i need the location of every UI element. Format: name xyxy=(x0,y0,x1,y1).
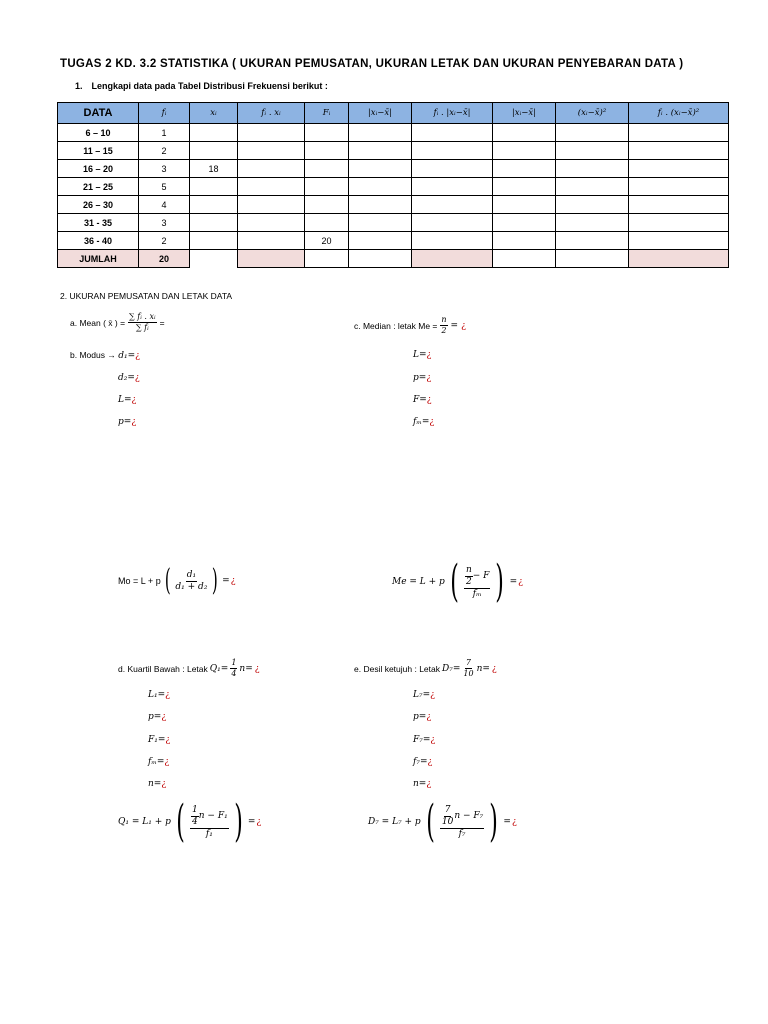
modus-d1-answer[interactable]: ¿ xyxy=(135,351,140,361)
table-row xyxy=(58,160,729,178)
kuartil-formula-num-rest: n − F₁ xyxy=(198,810,228,821)
kuartil-formula-lhs: Q₁ = L₁ + p xyxy=(118,817,171,827)
kuartil-frac-num: 1 xyxy=(231,658,237,667)
modus-label: b. Modus → xyxy=(70,350,116,360)
kuartil-formula-full: Q₁ = L₁ + p ( $\frac{1}{4}$ n − F₁ f₁ ) = ¿ xyxy=(118,796,262,847)
desil-formula-frac xyxy=(440,806,484,839)
desil-final-answer[interactable]: ¿ xyxy=(511,817,517,827)
table-cell[interactable] xyxy=(190,142,238,160)
table-cell[interactable] xyxy=(556,124,629,142)
table-cell[interactable] xyxy=(556,214,629,232)
table-row xyxy=(58,232,729,250)
kuartil-p-line xyxy=(148,712,166,722)
kuartil-p: p= xyxy=(148,712,162,722)
desil-formula-full: D₇ = L₇ + p ( $\frac{7}{10}$ n − F₇ f₇ ) = ¿ xyxy=(368,796,517,847)
table-cell[interactable] xyxy=(493,124,556,142)
table-cell[interactable] xyxy=(238,214,305,232)
median-fm: fₘ= xyxy=(413,417,430,427)
table-cell[interactable] xyxy=(238,178,305,196)
kuartil-n-eq: n= xyxy=(239,663,253,674)
table-cell[interactable] xyxy=(349,160,412,178)
desil-n-eq: n= xyxy=(476,663,490,674)
table-cell[interactable] xyxy=(412,196,493,214)
header-abs-dev-2: |xᵢ−x̄| xyxy=(493,103,556,124)
modus-d1: d₁= xyxy=(118,351,136,361)
table-cell xyxy=(305,250,349,268)
instruction-number: 1. xyxy=(75,81,83,91)
instruction-text: Lengkapi data pada Tabel Distribusi Frekuensi berikut : xyxy=(91,81,328,91)
table-cell[interactable] xyxy=(349,142,412,160)
median-inner-num: n xyxy=(465,564,472,575)
kuartil-frac-den: 4 xyxy=(231,669,237,678)
modus-formula-lhs: Mo = L + p xyxy=(118,576,161,586)
table-cell-class: 26 – 30 xyxy=(58,196,139,214)
desil-f7-answer[interactable]: ¿ xyxy=(427,757,433,767)
table-cell[interactable] xyxy=(493,232,556,250)
median-p: p= xyxy=(413,373,427,383)
table-cell[interactable] xyxy=(629,142,729,160)
table-cell xyxy=(493,250,556,268)
table-cell[interactable] xyxy=(493,142,556,160)
desil-p-answer[interactable]: ¿ xyxy=(426,712,432,722)
header-xi: xᵢ xyxy=(190,103,238,124)
total-fi-sq-dev[interactable] xyxy=(629,250,729,268)
kuartil-formula-frac xyxy=(190,806,229,839)
modus-p-answer[interactable]: ¿ xyxy=(131,417,137,427)
table-cell[interactable] xyxy=(349,124,412,142)
median-p-line xyxy=(413,373,431,383)
kuartil-F1: F₁= xyxy=(148,735,166,745)
total-f[interactable]: 20 xyxy=(139,250,190,268)
modus-answer[interactable]: ¿ xyxy=(230,576,236,586)
kuartil-n: n= xyxy=(148,779,162,789)
kuartil-formula-den: f₁ xyxy=(205,828,213,839)
header-abs-dev: |xᵢ−x̄| xyxy=(349,103,412,124)
table-cell[interactable] xyxy=(238,160,305,178)
kuartil-q: Q₁= xyxy=(209,663,229,674)
modus-formula-num: d₁ xyxy=(186,569,197,580)
table-cell[interactable] xyxy=(305,160,349,178)
header-fi: fᵢ xyxy=(139,103,190,124)
desil-n: n= xyxy=(413,779,427,789)
table-cell[interactable] xyxy=(556,178,629,196)
median-p-answer[interactable]: ¿ xyxy=(426,373,432,383)
section-2-heading: 2. UKURAN PEMUSATAN DAN LETAK DATA xyxy=(60,291,233,301)
table-cell[interactable] xyxy=(305,178,349,196)
kuartil-inner-num: 1 xyxy=(192,804,198,815)
modus-formula-frac xyxy=(174,571,208,592)
header-sq-dev: (xᵢ−x̄)² xyxy=(556,103,629,124)
kuartil-formula xyxy=(118,659,260,678)
mean-label: a. Mean ( x̄ ) = xyxy=(70,317,126,328)
median-fm-line xyxy=(413,417,434,427)
desil-n-answer[interactable]: ¿ xyxy=(426,779,432,789)
table-cell[interactable] xyxy=(305,214,349,232)
kuartil-n-answer[interactable]: ¿ xyxy=(161,779,167,789)
desil-formula-den: f₇ xyxy=(458,828,466,839)
table-cell[interactable] xyxy=(349,232,412,250)
desil-letak-answer[interactable]: ¿ xyxy=(491,663,497,674)
modus-d2: d₂= xyxy=(118,373,135,383)
table-cell[interactable] xyxy=(493,160,556,178)
median-answer[interactable]: ¿ xyxy=(461,320,466,331)
table-row xyxy=(58,214,729,232)
table-cell[interactable] xyxy=(190,214,238,232)
modus-L: L= xyxy=(118,395,132,405)
total-fi-xi[interactable] xyxy=(238,250,305,268)
median-L: L= xyxy=(413,350,427,360)
desil-n-line xyxy=(413,779,431,789)
document-title: TUGAS 2 KD. 3.2 STATISTIKA ( UKURAN PEMUSATAN, UKURAN LETAK DAN UKURAN PENYEBARAN DATA ) xyxy=(60,58,684,70)
table-cell[interactable] xyxy=(412,124,493,142)
median-frac-num: n xyxy=(441,315,447,324)
table-cell[interactable] xyxy=(190,196,238,214)
median-frac-den: 2 xyxy=(441,326,447,335)
table-cell[interactable]: 3 xyxy=(139,160,190,178)
total-label: JUMLAH xyxy=(58,250,139,268)
table-cell xyxy=(190,250,238,268)
kuartil-fm-line xyxy=(148,757,169,767)
table-cell[interactable] xyxy=(629,124,729,142)
mean-equals: = xyxy=(159,317,165,328)
median-F: F= xyxy=(413,395,427,405)
median-F-line xyxy=(413,395,432,405)
table-cell[interactable] xyxy=(629,214,729,232)
median-formula-lhs: Me = L + p xyxy=(392,577,445,587)
table-header-row xyxy=(58,103,729,124)
kuartil-inner-den: 4 xyxy=(192,816,198,827)
table-cell[interactable] xyxy=(349,178,412,196)
table-cell[interactable] xyxy=(190,232,238,250)
total-fi-abs-dev[interactable] xyxy=(412,250,493,268)
desil-L7-line xyxy=(413,690,435,700)
table-cell[interactable] xyxy=(412,142,493,160)
table-cell[interactable]: 2 xyxy=(139,142,190,160)
table-row xyxy=(58,178,729,196)
table-cell[interactable]: 4 xyxy=(139,196,190,214)
header-fi-sq-dev: fᵢ . (xᵢ−x̄)² xyxy=(629,103,729,124)
mean-denominator: ∑ fᵢ xyxy=(135,323,149,332)
modus-line xyxy=(70,350,140,361)
table-cell[interactable]: 5 xyxy=(139,178,190,196)
table-cell xyxy=(349,250,412,268)
modus-formula-den: d₁ + d₂ xyxy=(175,581,208,592)
header-Fi: Fᵢ xyxy=(305,103,349,124)
kuartil-fm-answer[interactable]: ¿ xyxy=(164,757,170,767)
table-cell[interactable] xyxy=(629,232,729,250)
kuartil-L1-line xyxy=(148,690,170,700)
table-cell[interactable] xyxy=(305,142,349,160)
table-cell[interactable] xyxy=(629,178,729,196)
kuartil-label: d. Kuartil Bawah : Letak xyxy=(118,663,208,674)
table-cell[interactable] xyxy=(556,196,629,214)
table-cell-class: 11 – 15 xyxy=(58,142,139,160)
kuartil-p-answer[interactable]: ¿ xyxy=(161,712,167,722)
table-cell[interactable] xyxy=(412,178,493,196)
desil-p-line xyxy=(413,712,431,722)
median-fraction xyxy=(440,316,447,335)
desil-label: e. Desil ketujuh : Letak xyxy=(354,663,440,674)
table-cell[interactable] xyxy=(349,196,412,214)
median-formula-num-rest: − F xyxy=(472,570,490,581)
table-cell[interactable] xyxy=(190,178,238,196)
table-cell[interactable] xyxy=(412,160,493,178)
header-fi-abs-dev: fᵢ . |xᵢ−x̄| xyxy=(412,103,493,124)
desil-frac-den: 10 xyxy=(463,669,474,678)
kuartil-F1-answer[interactable]: ¿ xyxy=(165,735,171,745)
header-fi-xi: fᵢ . xᵢ xyxy=(238,103,305,124)
table-row xyxy=(58,124,729,142)
modus-d2-answer[interactable]: ¿ xyxy=(134,373,140,383)
desil-F7-line xyxy=(413,735,435,745)
desil-formula-lhs: D₇ = L₇ + p xyxy=(368,817,421,827)
table-cell[interactable] xyxy=(493,214,556,232)
desil-p: p= xyxy=(413,712,427,722)
kuartil-letak-answer[interactable]: ¿ xyxy=(254,663,260,674)
table-cell-class: 36 - 40 xyxy=(58,232,139,250)
desil-frac-num: 7 xyxy=(465,658,472,667)
table-cell-class: 31 - 35 xyxy=(58,214,139,232)
mean-fraction xyxy=(128,313,157,332)
modus-p-line xyxy=(118,417,136,427)
desil-inner-den: 10 xyxy=(441,816,454,827)
desil-F7-answer[interactable]: ¿ xyxy=(430,735,436,745)
median-L-answer[interactable]: ¿ xyxy=(426,350,432,360)
table-cell[interactable]: 18 xyxy=(190,160,238,178)
table-cell[interactable] xyxy=(629,160,729,178)
desil-d: D₇= xyxy=(442,663,461,674)
desil-F7: F₇= xyxy=(413,735,431,745)
kuartil-F1-line xyxy=(148,735,170,745)
table-cell[interactable] xyxy=(412,214,493,232)
median-formula-frac xyxy=(464,566,490,599)
median-label: c. Median : letak Me = xyxy=(354,320,438,331)
table-cell xyxy=(556,250,629,268)
modus-L-line xyxy=(118,395,136,405)
table-cell[interactable]: 20 xyxy=(305,232,349,250)
median-F-answer[interactable]: ¿ xyxy=(426,395,432,405)
kuartil-L1: L₁= xyxy=(148,690,166,700)
modus-L-answer[interactable]: ¿ xyxy=(131,395,137,405)
instruction-1 xyxy=(75,81,328,91)
table-cell[interactable] xyxy=(190,124,238,142)
median-final-answer[interactable]: ¿ xyxy=(518,577,523,587)
kuartil-n-line xyxy=(148,779,166,789)
table-cell[interactable] xyxy=(412,232,493,250)
modus-p: p= xyxy=(118,417,132,427)
table-cell[interactable] xyxy=(556,160,629,178)
kuartil-L1-answer[interactable]: ¿ xyxy=(165,690,170,700)
table-row xyxy=(58,142,729,160)
table-cell[interactable]: 1 xyxy=(139,124,190,142)
kuartil-final-answer[interactable]: ¿ xyxy=(256,817,262,827)
desil-inner-num: 7 xyxy=(444,804,451,815)
table-cell-class: 6 – 10 xyxy=(58,124,139,142)
median-formula-full: Me = L + p ( $\frac{n}{2}$ − F fₘ ) = ¿ xyxy=(392,556,523,607)
median-formula-den: fₘ xyxy=(472,588,482,599)
median-L-line xyxy=(413,350,431,360)
table-cell[interactable]: 2 xyxy=(139,232,190,250)
desil-L7-answer[interactable]: ¿ xyxy=(430,690,435,700)
table-cell-class: 21 – 25 xyxy=(58,178,139,196)
mean-numerator: ∑ fᵢ . xᵢ xyxy=(129,312,156,321)
median-inner-den: 2 xyxy=(466,576,472,587)
median-formula: c. Median : letak Me = $\frac{n}{2}$ = ¿ xyxy=(354,315,466,335)
modus-d2-line xyxy=(118,373,140,383)
table-cell[interactable] xyxy=(238,196,305,214)
table-cell[interactable] xyxy=(238,124,305,142)
table-cell[interactable] xyxy=(493,178,556,196)
desil-L7: L₇= xyxy=(413,690,431,700)
table-cell[interactable] xyxy=(629,196,729,214)
table-cell[interactable] xyxy=(493,196,556,214)
modus-formula: Mo = L + p ( $\frac{\text{d₁}}{\text{d₁ + d₂}}$ ) = ¿ xyxy=(118,563,236,598)
table-cell-class: 16 – 20 xyxy=(58,160,139,178)
desil-formula-num-rest: n − F₇ xyxy=(454,810,484,821)
desil-f7-line xyxy=(413,757,432,767)
desil-f7: f₇= xyxy=(413,757,428,767)
table-cell[interactable] xyxy=(238,232,305,250)
table-cell[interactable] xyxy=(305,196,349,214)
table-cell[interactable] xyxy=(238,142,305,160)
table-row xyxy=(58,196,729,214)
mean-formula xyxy=(70,313,165,332)
table-total-row xyxy=(58,250,729,268)
table-cell[interactable] xyxy=(556,142,629,160)
kuartil-fm: fₘ= xyxy=(148,757,165,767)
desil-formula xyxy=(354,659,497,678)
frequency-table xyxy=(57,102,729,268)
median-fm-answer[interactable]: ¿ xyxy=(429,417,435,427)
table-cell[interactable]: 3 xyxy=(139,214,190,232)
table-cell[interactable] xyxy=(556,232,629,250)
table-cell[interactable] xyxy=(349,214,412,232)
table-cell[interactable] xyxy=(305,124,349,142)
header-data: DATA xyxy=(58,103,139,124)
